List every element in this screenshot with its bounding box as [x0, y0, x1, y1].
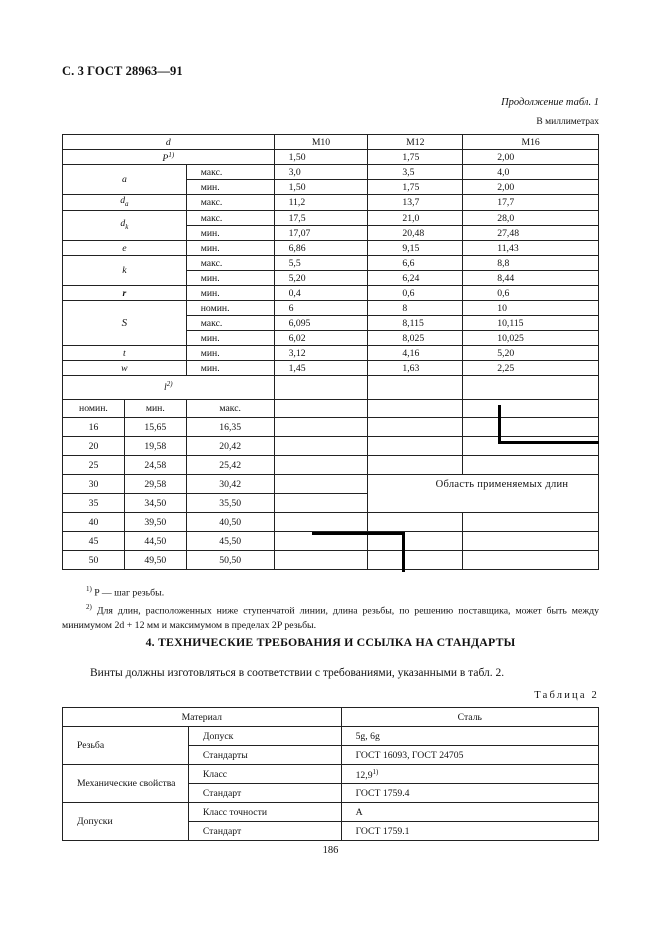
value-cell: 11,43	[463, 241, 599, 256]
value-cell: 9,15	[368, 241, 463, 256]
table-header-row	[63, 135, 599, 150]
empty-cell	[463, 437, 599, 456]
dimensions-table	[62, 134, 599, 570]
empty-cell	[274, 475, 368, 494]
empty-cell	[368, 418, 463, 437]
empty-cell	[463, 551, 599, 570]
length-max: 16,35	[186, 418, 274, 437]
qualifier-cell: мин.	[186, 241, 274, 256]
step-line-segment	[402, 532, 405, 572]
value-cell: 1,63	[368, 361, 463, 376]
empty-cell	[463, 418, 599, 437]
empty-cell	[463, 400, 599, 418]
qualifier-cell: мин.	[186, 331, 274, 346]
empty-cell	[274, 418, 368, 437]
length-min: 49,50	[124, 551, 186, 570]
empty-cell	[368, 400, 463, 418]
empty-cell	[274, 494, 368, 513]
param-label: $P^{1)}$	[63, 150, 275, 165]
property-value: ГОСТ 16093, ГОСТ 24705	[341, 746, 598, 765]
param-label: t	[63, 346, 187, 361]
table-unit-label: В миллиметрах	[536, 117, 599, 127]
value-cell: 6,6	[368, 256, 463, 271]
table-header-row	[63, 708, 599, 727]
length-nominal: 30	[63, 475, 125, 494]
property-value: ГОСТ 1759.1	[341, 822, 598, 841]
length-min: 29,58	[124, 475, 186, 494]
param-label: $d_a$	[63, 195, 187, 211]
table-row	[63, 241, 599, 256]
table-row	[63, 803, 599, 822]
length-min: 39,50	[124, 513, 186, 532]
value-cell: 10,115	[463, 316, 599, 331]
param-label: S	[63, 301, 187, 346]
length-nominal: 35	[63, 494, 125, 513]
empty-cell	[274, 376, 368, 400]
length-nominal: 16	[63, 418, 125, 437]
requirements-table	[62, 707, 599, 841]
value-cell: 2,25	[463, 361, 599, 376]
value-cell: 1,50	[274, 150, 368, 165]
length-columns-row	[63, 400, 599, 418]
length-nominal: 45	[63, 532, 125, 551]
steel-header: Сталь	[341, 708, 598, 727]
property-value: 5g, 6g	[341, 727, 598, 746]
property-label: Стандарты	[188, 746, 341, 765]
value-cell: 6,24	[368, 271, 463, 286]
param-label: r	[63, 286, 187, 301]
length-max: 45,50	[186, 532, 274, 551]
empty-cell	[368, 376, 463, 400]
qualifier-cell: мин.	[186, 346, 274, 361]
value-cell: 2,00	[463, 180, 599, 195]
param-label: w	[63, 361, 187, 376]
value-cell: 8,44	[463, 271, 599, 286]
value-cell: 1,50	[274, 180, 368, 195]
value-cell: 17,07	[274, 226, 368, 241]
table-row	[63, 150, 599, 165]
qualifier-cell: мин.	[186, 286, 274, 301]
property-value: ГОСТ 1759.4	[341, 784, 598, 803]
length-nominal: 50	[63, 551, 125, 570]
value-cell: 1,75	[368, 150, 463, 165]
empty-cell	[463, 456, 599, 475]
table-row	[63, 195, 599, 211]
empty-cell	[368, 513, 463, 532]
length-nominal: 20	[63, 437, 125, 456]
size-header-m10: M10	[274, 135, 368, 150]
length-row	[63, 456, 599, 475]
qualifier-cell: мин.	[186, 361, 274, 376]
value-cell: 6,095	[274, 316, 368, 331]
qualifier-cell: макс.	[186, 256, 274, 271]
length-row	[63, 418, 599, 437]
value-cell: 20,48	[368, 226, 463, 241]
material-header: Материал	[63, 708, 342, 727]
step-line-segment	[312, 532, 405, 535]
table-continuation-label: Продолжение табл. 1	[501, 97, 599, 108]
property-label: Класс точности	[188, 803, 341, 822]
value-cell: 3,0	[274, 165, 368, 180]
group-label: Допуски	[63, 803, 189, 841]
length-col-nominal: номин.	[63, 400, 125, 418]
value-cell: 0,4	[274, 286, 368, 301]
value-cell: 17,5	[274, 211, 368, 226]
length-min: 44,50	[124, 532, 186, 551]
value-cell: 1,75	[368, 180, 463, 195]
table-row	[63, 286, 599, 301]
empty-cell	[274, 551, 368, 570]
step-line-segment	[498, 405, 501, 444]
qualifier-cell: макс.	[186, 211, 274, 226]
value-cell: 28,0	[463, 211, 599, 226]
empty-cell	[274, 400, 368, 418]
empty-cell	[368, 437, 463, 456]
value-cell: 8,025	[368, 331, 463, 346]
value-cell: 5,20	[463, 346, 599, 361]
value-cell: 13,7	[368, 195, 463, 211]
value-cell: 6	[274, 301, 368, 316]
value-cell: 3,5	[368, 165, 463, 180]
property-label: Стандарт	[188, 784, 341, 803]
qualifier-cell: номин.	[186, 301, 274, 316]
value-cell: 10	[463, 301, 599, 316]
applicable-lengths-label: Область применяемых длин	[435, 479, 569, 490]
value-cell: 5,20	[274, 271, 368, 286]
length-nominal: 40	[63, 513, 125, 532]
length-param-label: $l^{2)}$	[63, 376, 275, 400]
value-cell: 11,2	[274, 195, 368, 211]
table-row	[63, 165, 599, 180]
section-paragraph: Винты должны изготовляться в соответствии с требованиями, указанными в табл. 2.	[90, 667, 505, 679]
property-label: Допуск	[188, 727, 341, 746]
empty-cell	[274, 456, 368, 475]
size-header-m16: M16	[463, 135, 599, 150]
length-max: 20,42	[186, 437, 274, 456]
length-max: 35,50	[186, 494, 274, 513]
section-title: 4. ТЕХНИЧЕСКИЕ ТРЕБОВАНИЯ И ССЫЛКА НА СТАНДАРТЫ	[145, 635, 516, 649]
length-min: 24,58	[124, 456, 186, 475]
table-row	[63, 211, 599, 226]
length-col-max: макс.	[186, 400, 274, 418]
table-row	[63, 346, 599, 361]
length-row	[63, 513, 599, 532]
length-nominal: 25	[63, 456, 125, 475]
qualifier-cell: макс.	[186, 195, 274, 211]
value-cell: 2,00	[463, 150, 599, 165]
length-header-row	[63, 376, 599, 400]
param-label: e	[63, 241, 187, 256]
value-cell: 4,16	[368, 346, 463, 361]
value-cell: 8,115	[368, 316, 463, 331]
property-value: 12,9$^{1)}$	[341, 765, 598, 784]
value-cell: 0,6	[368, 286, 463, 301]
qualifier-cell: мин.	[186, 271, 274, 286]
param-header: d	[63, 135, 275, 150]
empty-cell	[274, 437, 368, 456]
qualifier-cell: мин.	[186, 180, 274, 195]
page-header: С. 3 ГОСТ 28963—91	[62, 64, 183, 78]
page-number: 186	[322, 845, 339, 856]
table-row	[63, 256, 599, 271]
length-max: 30,42	[186, 475, 274, 494]
step-line-segment	[498, 441, 599, 444]
qualifier-cell: мин.	[186, 226, 274, 241]
empty-cell	[463, 513, 599, 532]
value-cell: 4,0	[463, 165, 599, 180]
size-header-m12: M12	[368, 135, 463, 150]
value-cell: 3,12	[274, 346, 368, 361]
property-label: Стандарт	[188, 822, 341, 841]
qualifier-cell: макс.	[186, 165, 274, 180]
property-value: А	[341, 803, 598, 822]
length-row	[63, 551, 599, 570]
value-cell: 8	[368, 301, 463, 316]
param-label: a	[63, 165, 187, 195]
table-row	[63, 361, 599, 376]
table-row	[63, 301, 599, 316]
value-cell: 10,025	[463, 331, 599, 346]
group-label: Механические свойства	[63, 765, 189, 803]
value-cell: 0,6	[463, 286, 599, 301]
table2-caption: Таблица 2	[534, 690, 599, 701]
group-label: Резьба	[63, 727, 189, 765]
length-max: 50,50	[186, 551, 274, 570]
length-max: 25,42	[186, 456, 274, 475]
footnotes	[62, 582, 599, 633]
value-cell: 27,48	[463, 226, 599, 241]
value-cell: 21,0	[368, 211, 463, 226]
length-min: 15,65	[124, 418, 186, 437]
qualifier-cell: макс.	[186, 316, 274, 331]
value-cell: 6,02	[274, 331, 368, 346]
length-min: 34,50	[124, 494, 186, 513]
property-label: Класс	[188, 765, 341, 784]
param-label: k	[63, 256, 187, 286]
table-row	[63, 727, 599, 746]
value-cell: 1,45	[274, 361, 368, 376]
value-cell: 5,5	[274, 256, 368, 271]
footnote-1: $^{1)}$ P — шаг резьбы.	[86, 585, 165, 599]
empty-cell	[463, 532, 599, 551]
param-label: $d_k$	[63, 211, 187, 241]
empty-cell	[274, 513, 368, 532]
empty-cell	[463, 376, 599, 400]
length-min: 19,58	[124, 437, 186, 456]
value-cell: 8,8	[463, 256, 599, 271]
value-cell: 6,86	[274, 241, 368, 256]
empty-cell	[368, 551, 463, 570]
footnote-2: $^{2)}$ Для длин, расположенных ниже ступенчатой линии, длина резьбы, по решению поставщика, может быть между минимумом 2d + 12 мм и максимумом в пределах 2P резьбы.	[62, 603, 600, 631]
length-row	[63, 437, 599, 456]
empty-cell	[368, 456, 463, 475]
length-col-min: мин.	[124, 400, 186, 418]
value-cell: 17,7	[463, 195, 599, 211]
table-row	[63, 765, 599, 784]
length-max: 40,50	[186, 513, 274, 532]
